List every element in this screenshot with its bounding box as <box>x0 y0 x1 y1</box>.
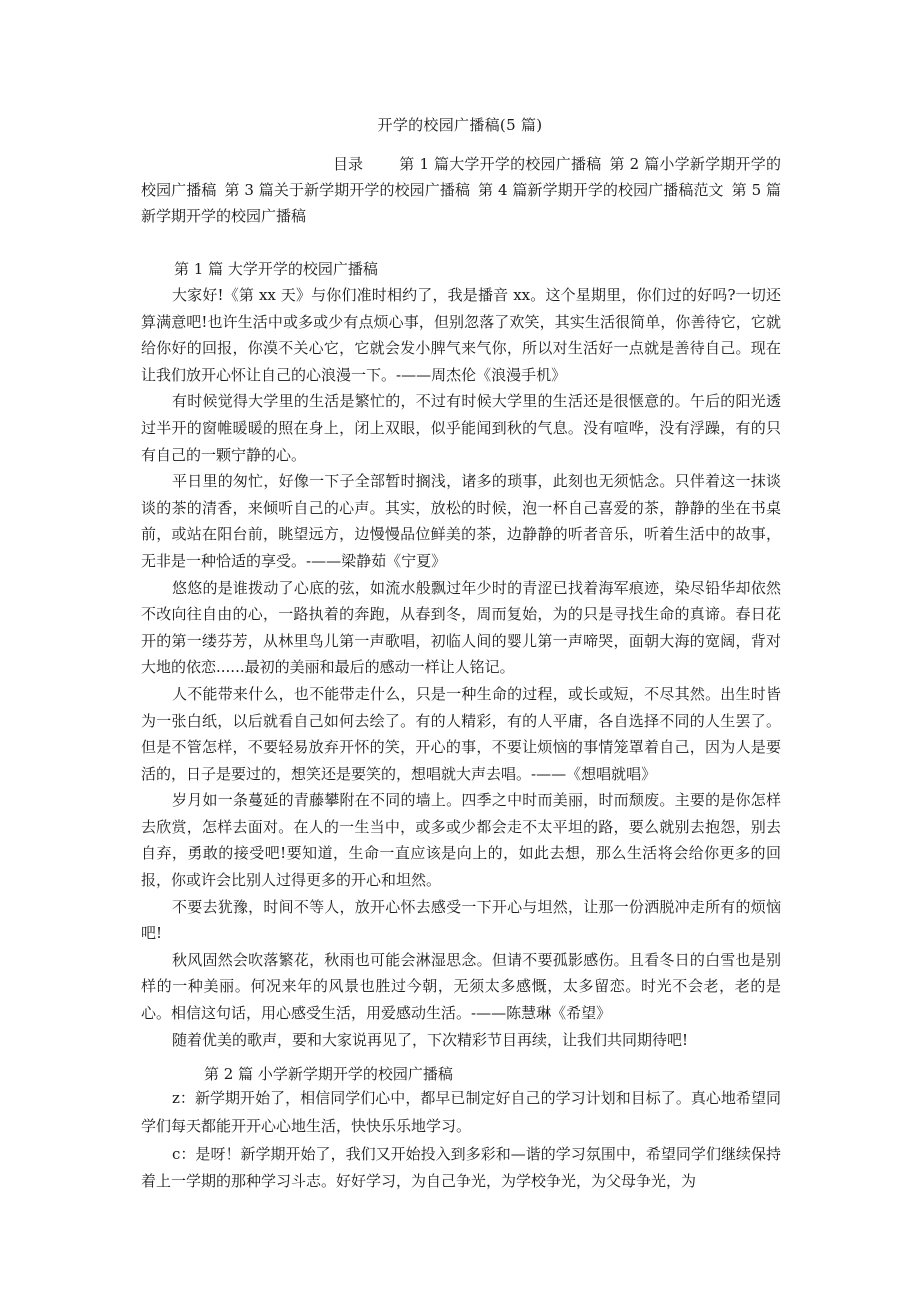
section-1-body <box>141 282 781 1053</box>
section-1-paragraph: 不要去犹豫，时间不等人，放开心怀去感受一下开心与坦然，让那一份洒脱冲走所有的烦恼吧! <box>141 897 781 943</box>
section-2-paragraph: z：新学期开始了，相信同学们心中，都早已制定好自己的学习计划和目标了。真心地希望同学们每天都能开开心心地生活，快快乐乐地学习。 <box>141 1089 781 1135</box>
section-1-paragraph: 有时候觉得大学里的生活是繁忙的，不过有时候大学里的生活还是很惬意的。午后的阳光透过半开的窗帷暖暖的照在身上，闭上双眼，似乎能闻到秋的气息。没有喧哗，没有浮躁，有的只有自己的一颗宁静的心。 <box>141 392 781 464</box>
section-1-paragraph: 秋风固然会吹落繁花，秋雨也可能会淋湿思念。但请不要孤影感伤。且看冬日的白雪也是别样的一种美丽。何况来年的风景也胜过今朝，无须太多感慨，太多留恋。时光不会老，老的是心。相信这句话，用心感受生活，用爱感动生活。-——陈慧琳《希望》 <box>141 950 781 1023</box>
toc-label: 目录 <box>333 155 364 173</box>
toc-item-3: 第 3 篇关于新学期开学的校园广播稿 <box>224 181 471 199</box>
toc-item-5: 第 5 篇新学期开学的校园广播稿 <box>141 181 781 225</box>
section-1-heading: 第 1 篇 大学开学的校园广播稿 <box>174 260 378 278</box>
toc-item-1: 第 1 篇大学开学的校园广播稿 <box>399 155 602 173</box>
section-1-paragraph: 岁月如一条蔓延的青藤攀附在不同的墙上。四季之中时而美丽，时而颓废。主要的是你怎样去欣赏，怎样去面对。在人的一生当中，或多或少都会走不太平坦的路，要么就别去抱怨，别去自弃，勇敢的接受吧!要知道，生命一直应该是向上的，如此去想，那么生活将会给你更多的回报，你或许会比别人过得更多的开心和坦然。 <box>141 791 781 890</box>
section-1-paragraph: 悠悠的是谁拨动了心底的弦，如流水般飘过年少时的青涩已找着海军痕迹，染尽铅华却依然不改向往自由的心，一路执着的奔跑，从春到冬，周而复始，为的只是寻找生命的真谛。春日花开的第一缕芬芳，从林里鸟儿第一声歌唱，初临人间的婴儿第一声啼哭，面朝大海的宽阔，背对大地的依恋......最初的美丽和最后的感动一样让人铭记。 <box>141 578 781 677</box>
section-2-heading: 第 2 篇 小学新学期开学的校园广播稿 <box>204 1065 453 1083</box>
toc-item-2: 第 2 篇小学新学期开学的校园广播稿 <box>141 155 781 199</box>
section-1-paragraph: 随着优美的歌声，要和大家说再见了，下次精彩节目再续，让我们共同期待吧! <box>172 1030 689 1049</box>
section-1-paragraph: 平日里的匆忙，好像一下子全部暂时搁浅，诸多的琐事，此刻也无须惦念。只伴着这一抹谈谈的茶的清香，来倾听自己的心声。其实，放松的时候，泡一杯自己喜爱的茶，静静的坐在书桌前，或站在阳台前，眺望远方，边慢慢品位鲜美的茶，边静静的听者音乐，听着生活中的故事，无非是一种恰适的享受。-——梁静茹《宁夏》 <box>141 472 781 570</box>
section-2-paragraph: c：是呀！新学期开始了，我们又开始投入到多彩和—谐的学习氛围中，希望同学们继续保持着上一学期的那种学习斗志。好好学习，为自己争光，为学校争光，为父母争光，为 <box>141 1144 781 1191</box>
section-1-paragraph: 人不能带来什么，也不能带走什么，只是一种生命的过程，或长或短，不尽其然。出生时皆为一张白纸，以后就看自己如何去绘了。有的人精彩，有的人平庸，各自选择不同的人生罢了。但是不管怎样，不要轻易放弃开怀的笑，开心的事，不要让烦恼的事情笼罩着自己，因为人是要活的，日子是要过的，想笑还是要笑的，想唱就大声去唱。-——《想唱就唱》 <box>141 684 781 783</box>
document-title: 开学的校园广播稿(5 篇) <box>377 116 543 134</box>
toc-item-4: 第 4 篇新学期开学的校园广播稿范文 <box>478 181 724 199</box>
table-of-contents <box>141 151 781 229</box>
section-1-paragraph: 大家好!《第 xx 天》与你们准时相约了，我是播音 xx。这个星期里，你们过的好吗?一切还算满意吧!也许生活中或多或少有点烦心事，但别忽落了欢笑，其实生活很简单，你善待它，它就给你好的回报，你漠不关心它，它就会发小脾气来气你，所以对生活好一点就是善待自己。现在让我们放开心怀让自己的心浪漫一下。-——周杰伦《浪漫手机》 <box>141 286 781 384</box>
section-2-body <box>141 1085 781 1196</box>
